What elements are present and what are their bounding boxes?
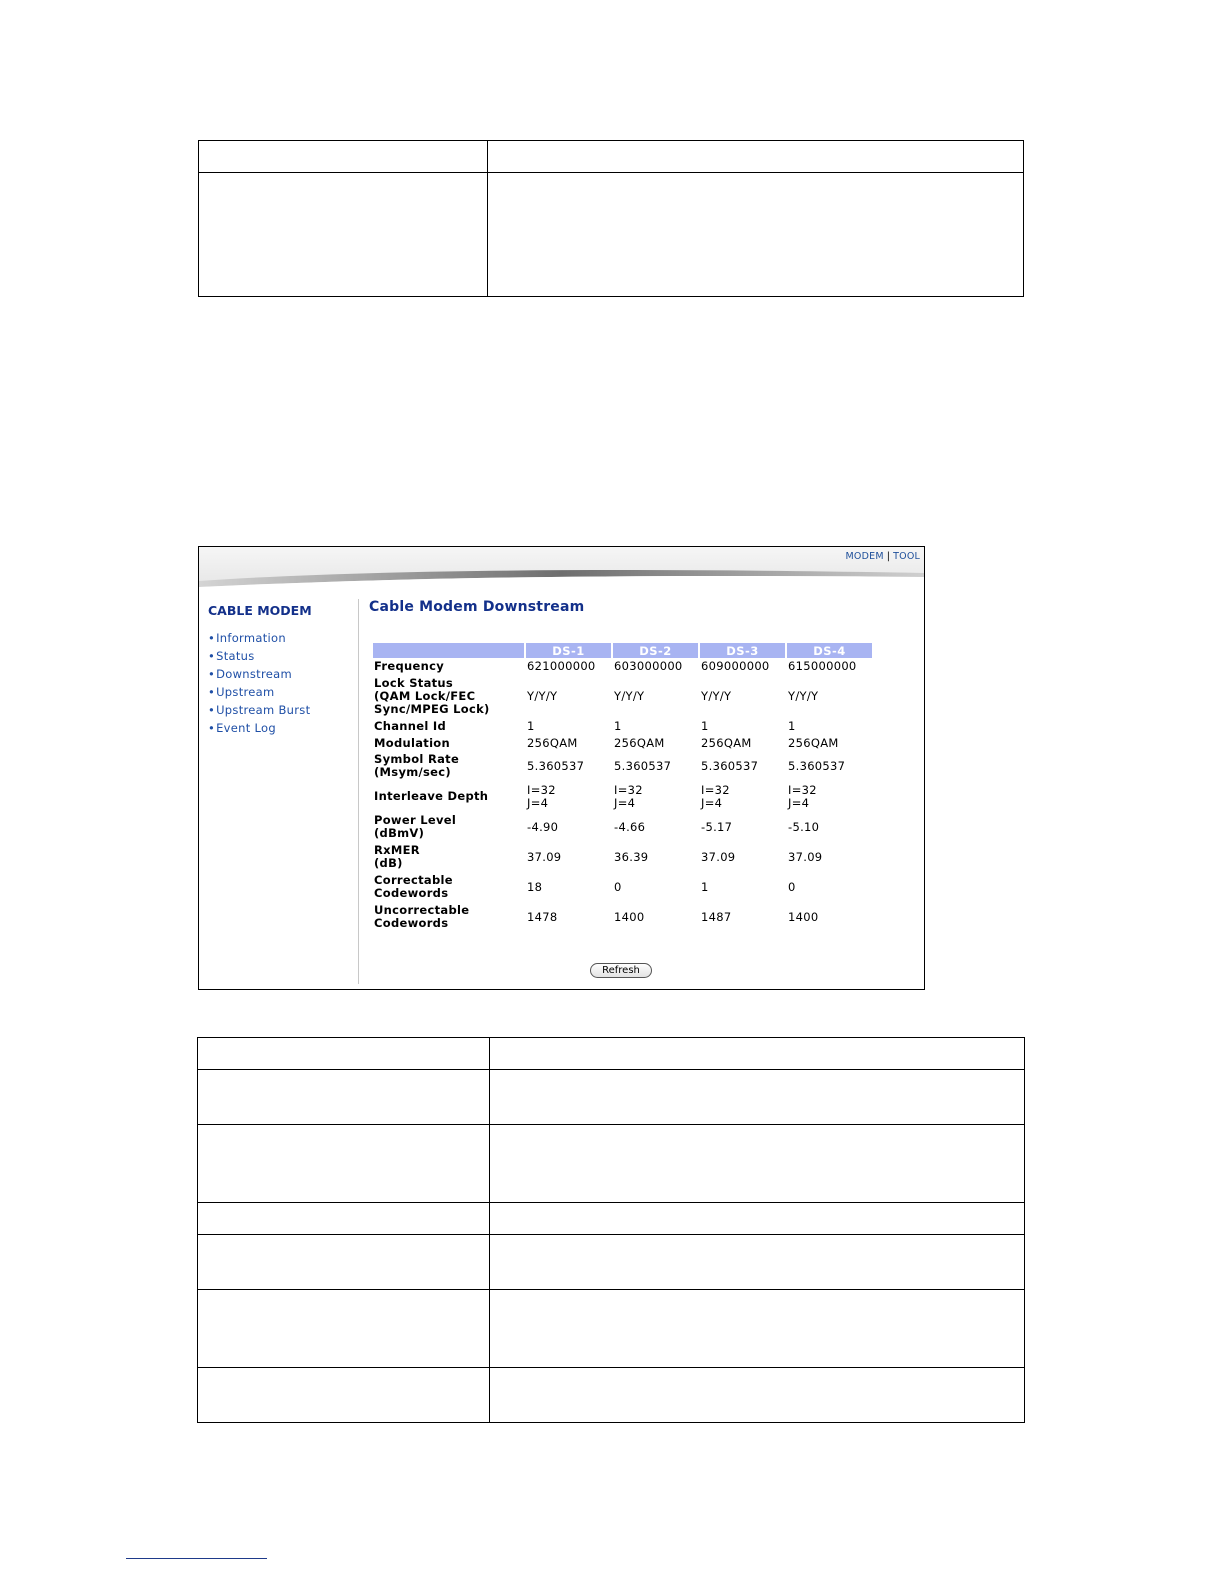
sidebar-item-label: Event Log (216, 721, 276, 735)
cell-value: 621000000 (527, 659, 596, 673)
modem-ui-screenshot (198, 546, 925, 990)
table-cell (490, 1125, 1025, 1203)
row-label: Modulation (374, 735, 450, 750)
row-label: Symbol Rate (Msym/sec) (374, 752, 460, 779)
cell-value: 5.360537 (527, 758, 585, 773)
cell-value: 256QAM (527, 735, 578, 750)
table-cell (198, 1290, 490, 1368)
bullet-icon: • (208, 667, 216, 681)
table-row (373, 842, 872, 872)
sidebar-item-information[interactable] (208, 629, 358, 647)
sidebar (208, 603, 358, 737)
cell-value: 1400 (788, 909, 819, 924)
table-cell (198, 1203, 490, 1235)
table-row (373, 812, 872, 842)
table-row (373, 658, 872, 675)
table-row (373, 718, 872, 735)
table-cell (199, 173, 488, 297)
column-header: DS-3 (700, 643, 785, 658)
cell-value: 615000000 (788, 659, 857, 673)
bullet-icon: • (208, 721, 216, 735)
sidebar-item-label: Upstream Burst (216, 703, 311, 717)
sidebar-item-status[interactable] (208, 647, 358, 665)
cell-value: 1 (701, 879, 709, 894)
row-label: Channel Id (374, 719, 447, 733)
sidebar-item-event-log[interactable] (208, 719, 358, 737)
cell-value: I=32 J=4 (788, 782, 817, 810)
bottom-document-table (197, 1037, 1025, 1423)
bullet-icon: • (208, 631, 216, 645)
sidebar-item-label: Upstream (216, 685, 275, 699)
cell-value: 256QAM (788, 735, 839, 750)
table-row (373, 735, 872, 751)
modem-link[interactable]: MODEM (845, 551, 884, 562)
cell-value: 609000000 (701, 659, 770, 673)
cell-value: 1487 (701, 909, 732, 924)
table-cell (490, 1203, 1025, 1235)
cell-value: 1 (788, 719, 796, 733)
table-cell (488, 141, 1024, 173)
table-cell (490, 1368, 1025, 1423)
banner-swoosh (199, 563, 924, 589)
cell-value: Y/Y/Y (788, 689, 819, 703)
bullet-icon: • (208, 649, 216, 663)
row-label: Frequency (374, 659, 445, 673)
cell-value: 1 (701, 719, 709, 733)
bullet-icon: • (208, 703, 216, 717)
cell-value: I=32 J=4 (614, 782, 643, 810)
cell-value: 256QAM (614, 735, 665, 750)
row-label: RxMER (dB) (374, 843, 420, 870)
sidebar-item-upstream-burst[interactable] (208, 701, 358, 719)
column-header: DS-2 (613, 643, 698, 658)
cell-value: 1478 (527, 909, 558, 924)
row-label: Lock Status (QAM Lock/FEC Sync/MPEG Lock) (374, 676, 490, 716)
page-title: Cable Modem Downstream (369, 599, 585, 615)
cell-value: 37.09 (527, 849, 562, 864)
table-cell (490, 1235, 1025, 1290)
cell-value: Y/Y/Y (701, 689, 732, 703)
table-row (373, 902, 872, 932)
cell-value: 0 (614, 879, 622, 894)
cell-value: 603000000 (614, 659, 683, 673)
row-label: Interleave Depth (374, 789, 489, 803)
tool-link[interactable]: TOOL (893, 551, 920, 562)
sidebar-title: CABLE MODEM (208, 603, 312, 618)
cell-value: Y/Y/Y (614, 689, 645, 703)
table-row (373, 781, 872, 812)
cell-value: 37.09 (788, 849, 823, 864)
row-label: Power Level (dBmV) (374, 813, 457, 840)
column-header: DS-4 (787, 643, 872, 658)
cell-value: 36.39 (614, 849, 649, 864)
table-cell (490, 1038, 1025, 1070)
table-cell (198, 1070, 490, 1125)
top-banner (199, 547, 924, 587)
bullet-icon: • (208, 685, 216, 699)
table-cell (490, 1290, 1025, 1368)
table-cell (488, 173, 1024, 297)
table-cell (198, 1368, 490, 1423)
cell-value: 18 (527, 879, 543, 894)
footnote-separator (126, 1558, 267, 1559)
cell-value: 256QAM (701, 735, 752, 750)
row-label: Correctable Codewords (374, 873, 453, 900)
cell-value: 1400 (614, 909, 645, 924)
table-row (373, 872, 872, 902)
column-header: DS-1 (526, 643, 611, 658)
cell-value: 5.360537 (788, 758, 846, 773)
cell-value: -5.10 (788, 819, 820, 834)
header-blank-cell (373, 643, 524, 658)
refresh-button[interactable]: Refresh (590, 963, 652, 978)
table-cell (490, 1070, 1025, 1125)
sidebar-item-downstream[interactable] (208, 665, 358, 683)
table-cell (198, 1125, 490, 1203)
table-row (373, 751, 872, 781)
top-links (846, 551, 920, 562)
table-cell (198, 1038, 490, 1070)
cell-value: -4.90 (527, 819, 559, 834)
cell-value: 1 (614, 719, 622, 733)
cell-value: 0 (788, 879, 796, 894)
cell-value: 37.09 (701, 849, 736, 864)
cell-value: I=32 J=4 (527, 782, 556, 810)
downstream-table (371, 643, 874, 932)
vertical-divider (358, 599, 359, 984)
cell-value: -4.66 (614, 819, 646, 834)
top-document-table (198, 140, 1024, 297)
cell-value: 5.360537 (701, 758, 759, 773)
sidebar-item-upstream[interactable] (208, 683, 358, 701)
sidebar-item-label: Status (216, 649, 255, 663)
cell-value: I=32 J=4 (701, 782, 730, 810)
link-separator: | (886, 551, 891, 562)
table-row (373, 675, 872, 718)
cell-value: -5.17 (701, 819, 733, 834)
table-cell (198, 1235, 490, 1290)
table-header-row (373, 643, 872, 658)
table-cell (199, 141, 488, 173)
cell-value: 1 (527, 719, 535, 733)
sidebar-item-label: Information (216, 631, 286, 645)
row-label: Uncorrectable Codewords (374, 903, 470, 930)
cell-value: Y/Y/Y (527, 689, 558, 703)
cell-value: 5.360537 (614, 758, 672, 773)
sidebar-item-label: Downstream (216, 667, 292, 681)
